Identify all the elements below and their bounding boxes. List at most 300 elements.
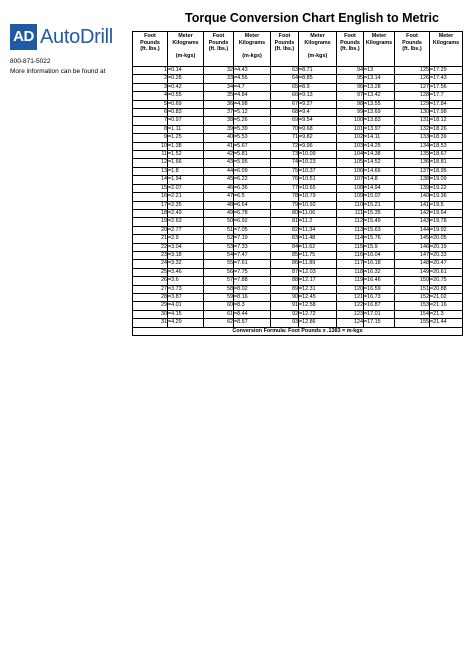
meter-kilograms-cell: [430, 277, 463, 285]
foot-pounds-cell: [271, 142, 299, 150]
foot-pounds-value: 124: [354, 319, 363, 326]
foot-pounds-cell: [337, 201, 364, 209]
meter-kilograms-cell: [168, 235, 204, 243]
foot-pounds-cell: [133, 125, 168, 133]
column-header-line: [299, 46, 336, 53]
foot-pounds-cell: [337, 251, 364, 259]
meter-kilograms-value: =6.22: [234, 176, 248, 183]
meter-kilograms-value: =0.28: [168, 75, 182, 82]
meter-kilograms-value: =12.58: [299, 302, 316, 309]
foot-pounds-value: 79: [292, 201, 298, 208]
foot-pounds-cell: [133, 117, 168, 125]
foot-pounds-value: 60: [227, 302, 233, 309]
meter-kilograms-cell: [168, 319, 204, 327]
foot-pounds-cell: [204, 109, 234, 117]
foot-pounds-cell: [337, 285, 364, 293]
foot-pounds-cell: [337, 142, 364, 150]
foot-pounds-value: 86: [292, 260, 298, 267]
foot-pounds-cell: [204, 184, 234, 192]
foot-pounds-value: 69: [292, 117, 298, 124]
meter-kilograms-value: =18.67: [430, 151, 447, 158]
meter-kilograms-value: =8.9: [299, 83, 310, 90]
foot-pounds-cell: [337, 159, 364, 167]
torque-conversion-table: [132, 31, 463, 336]
foot-pounds-value: 147: [420, 251, 429, 258]
foot-pounds-cell: [271, 100, 299, 108]
foot-pounds-cell: [337, 277, 364, 285]
header-row: [133, 32, 463, 67]
foot-pounds-cell: [271, 92, 299, 100]
page-title: Torque Conversion Chart English to Metric: [185, 11, 439, 25]
foot-pounds-cell: [337, 176, 364, 184]
meter-kilograms-cell: [299, 268, 337, 276]
meter-kilograms-cell: [430, 109, 463, 117]
meter-kilograms-cell: [234, 193, 271, 201]
foot-pounds-value: 155: [420, 319, 429, 326]
foot-pounds-value: 44: [227, 167, 233, 174]
foot-pounds-value: 24: [161, 260, 167, 267]
meter-kilograms-value: =20.19: [430, 243, 447, 250]
foot-pounds-cell: [204, 117, 234, 125]
meter-kilograms-value: =17.43: [430, 75, 447, 82]
foot-pounds-value: 104: [354, 151, 363, 158]
meter-kilograms-cell: [299, 100, 337, 108]
column-header: [204, 32, 234, 67]
foot-pounds-value: 148: [420, 260, 429, 267]
foot-pounds-value: 30: [161, 310, 167, 317]
foot-pounds-cell: [337, 218, 364, 226]
meter-kilograms-value: =6.64: [234, 201, 248, 208]
meter-kilograms-cell: [234, 134, 271, 142]
foot-pounds-value: 81: [292, 218, 298, 225]
meter-kilograms-cell: [299, 75, 337, 83]
foot-pounds-cell: [395, 92, 430, 100]
meter-kilograms-value: =3.46: [168, 268, 182, 275]
meter-kilograms-value: =5.53: [234, 134, 248, 141]
logo-badge: AD: [10, 24, 37, 50]
foot-pounds-value: 70: [292, 125, 298, 132]
foot-pounds-value: 102: [354, 134, 363, 141]
meter-kilograms-value: =10.92: [299, 201, 316, 208]
foot-pounds-cell: [337, 293, 364, 301]
foot-pounds-value: 92: [292, 310, 298, 317]
foot-pounds-cell: [204, 209, 234, 217]
column-header: [430, 32, 463, 67]
foot-pounds-value: 42: [227, 151, 233, 158]
meter-kilograms-value: =19.09: [430, 176, 447, 183]
meter-kilograms-cell: [234, 209, 271, 217]
column-header-line: Pounds: [340, 39, 360, 46]
meter-kilograms-cell: [234, 268, 271, 276]
meter-kilograms-value: =8.02: [234, 285, 248, 292]
foot-pounds-cell: [395, 100, 430, 108]
meter-kilograms-value: =20.75: [430, 277, 447, 284]
foot-pounds-value: 15: [161, 184, 167, 191]
foot-pounds-value: 151: [420, 285, 429, 292]
meter-kilograms-value: =1.38: [168, 142, 182, 149]
column-header-line: (ft. lbs.): [140, 46, 160, 53]
foot-pounds-value: 125: [420, 67, 429, 73]
foot-pounds-value: 17: [161, 201, 167, 208]
meter-kilograms-cell: [234, 310, 271, 318]
meter-kilograms-cell: [430, 83, 463, 91]
meter-kilograms-cell: [168, 243, 204, 251]
meter-kilograms-cell: [168, 293, 204, 301]
foot-pounds-value: 133: [420, 134, 429, 141]
foot-pounds-cell: [133, 167, 168, 175]
foot-pounds-value: 7: [164, 117, 167, 124]
foot-pounds-value: 138: [420, 176, 429, 183]
foot-pounds-cell: [133, 268, 168, 276]
meter-kilograms-cell: [168, 193, 204, 201]
foot-pounds-value: 109: [354, 193, 363, 200]
foot-pounds-value: 5: [164, 100, 167, 107]
foot-pounds-cell: [271, 235, 299, 243]
foot-pounds-cell: [395, 201, 430, 209]
meter-kilograms-value: =13.42: [364, 92, 381, 99]
meter-kilograms-value: =11.34: [299, 226, 316, 233]
table-row: [133, 319, 463, 327]
foot-pounds-cell: [395, 235, 430, 243]
foot-pounds-cell: [337, 134, 364, 142]
meter-kilograms-value: =9.13: [299, 92, 313, 99]
foot-pounds-cell: [133, 243, 168, 251]
meter-kilograms-cell: [430, 260, 463, 268]
foot-pounds-cell: [133, 83, 168, 91]
meter-kilograms-cell: [364, 235, 395, 243]
meter-kilograms-value: =2.35: [168, 201, 182, 208]
meter-kilograms-value: =0.97: [168, 117, 182, 124]
meter-kilograms-value: =15.35: [364, 209, 381, 216]
foot-pounds-cell: [271, 176, 299, 184]
meter-kilograms-cell: [430, 100, 463, 108]
meter-kilograms-value: =8.3: [234, 302, 245, 309]
foot-pounds-value: 61: [227, 310, 233, 317]
column-header-line: Meter: [371, 33, 387, 39]
meter-kilograms-cell: [364, 285, 395, 293]
foot-pounds-value: 99: [357, 109, 363, 116]
meter-kilograms-cell: [364, 218, 395, 226]
meter-kilograms-cell: [168, 176, 204, 184]
foot-pounds-cell: [395, 209, 430, 217]
meter-kilograms-cell: [430, 142, 463, 150]
foot-pounds-value: 137: [420, 167, 429, 174]
table-row: [133, 193, 463, 201]
foot-pounds-value: 3: [164, 83, 167, 90]
table-row: [133, 134, 463, 142]
foot-pounds-value: 117: [354, 260, 363, 267]
meter-kilograms-value: =14.38: [364, 151, 381, 158]
foot-pounds-cell: [337, 151, 364, 159]
foot-pounds-cell: [133, 67, 168, 75]
meter-kilograms-value: =2.63: [168, 218, 182, 225]
foot-pounds-value: 4: [164, 92, 167, 99]
foot-pounds-value: 107: [354, 176, 363, 183]
foot-pounds-cell: [395, 151, 430, 159]
meter-kilograms-value: =21.3: [430, 310, 444, 317]
meter-kilograms-cell: [168, 109, 204, 117]
foot-pounds-value: 46: [227, 184, 233, 191]
table-row: [133, 176, 463, 184]
column-header-line: Foot: [406, 33, 418, 39]
foot-pounds-cell: [271, 159, 299, 167]
phone-number: 800-871-5022: [10, 58, 51, 65]
meter-kilograms-cell: [364, 293, 395, 301]
foot-pounds-cell: [133, 226, 168, 234]
meter-kilograms-cell: [234, 142, 271, 150]
meter-kilograms-cell: [234, 277, 271, 285]
foot-pounds-value: 119: [354, 277, 363, 284]
foot-pounds-cell: [204, 319, 234, 327]
meter-kilograms-value: =8.16: [234, 293, 248, 300]
meter-kilograms-value: =3.18: [168, 251, 182, 258]
table-row: [133, 268, 463, 276]
meter-kilograms-cell: [430, 319, 463, 327]
meter-kilograms-value: =13.97: [364, 125, 381, 132]
meter-kilograms-value: =5.67: [234, 142, 248, 149]
meter-kilograms-cell: [430, 302, 463, 310]
foot-pounds-cell: [395, 310, 430, 318]
meter-kilograms-cell: [168, 285, 204, 293]
meter-kilograms-cell: [299, 92, 337, 100]
meter-kilograms-value: =3.6: [168, 277, 179, 284]
foot-pounds-cell: [133, 260, 168, 268]
column-header-line: Pounds: [208, 39, 229, 46]
meter-kilograms-cell: [168, 100, 204, 108]
foot-pounds-cell: [395, 319, 430, 327]
meter-kilograms-value: =4.84: [234, 92, 248, 99]
foot-pounds-value: 31: [161, 319, 167, 326]
foot-pounds-cell: [271, 319, 299, 327]
meter-kilograms-value: =2.9: [168, 235, 179, 242]
meter-kilograms-value: =4.01: [168, 302, 182, 309]
foot-pounds-value: 33: [227, 75, 233, 82]
foot-pounds-value: 105: [354, 159, 363, 166]
meter-kilograms-cell: [299, 193, 337, 201]
meter-kilograms-value: =11.89: [299, 260, 316, 267]
foot-pounds-cell: [271, 209, 299, 217]
meter-kilograms-value: =15.49: [364, 218, 381, 225]
meter-kilograms-cell: [430, 209, 463, 217]
meter-kilograms-value: =0.55: [168, 92, 182, 99]
foot-pounds-value: 43: [227, 159, 233, 166]
foot-pounds-value: 25: [161, 268, 167, 275]
foot-pounds-value: 132: [420, 125, 429, 132]
meter-kilograms-cell: [364, 184, 395, 192]
foot-pounds-cell: [337, 310, 364, 318]
meter-kilograms-value: =0.42: [168, 83, 182, 90]
foot-pounds-value: 113: [354, 226, 363, 233]
meter-kilograms-value: =9.68: [299, 125, 313, 132]
foot-pounds-value: 114: [354, 235, 363, 242]
meter-kilograms-value: =7.88: [234, 277, 248, 284]
foot-pounds-value: 47: [227, 193, 233, 200]
meter-kilograms-value: =12.72: [299, 310, 316, 317]
foot-pounds-cell: [395, 184, 430, 192]
meter-kilograms-cell: [430, 92, 463, 100]
meter-kilograms-cell: [299, 319, 337, 327]
meter-kilograms-cell: [430, 251, 463, 259]
meter-kilograms-cell: [234, 285, 271, 293]
meter-kilograms-cell: [234, 92, 271, 100]
foot-pounds-value: 12: [161, 159, 167, 166]
foot-pounds-value: 29: [161, 302, 167, 309]
foot-pounds-cell: [337, 193, 364, 201]
foot-pounds-cell: [133, 201, 168, 209]
foot-pounds-cell: [395, 167, 430, 175]
meter-kilograms-cell: [234, 251, 271, 259]
foot-pounds-cell: [395, 226, 430, 234]
meter-kilograms-value: =21.44: [430, 319, 447, 326]
foot-pounds-value: 129: [420, 100, 429, 107]
meter-kilograms-value: =12.03: [299, 268, 316, 275]
meter-kilograms-value: =3.04: [168, 243, 182, 250]
meter-kilograms-cell: [430, 159, 463, 167]
foot-pounds-value: 153: [420, 302, 429, 309]
meter-kilograms-cell: [234, 184, 271, 192]
meter-kilograms-value: =3.32: [168, 260, 182, 267]
foot-pounds-cell: [271, 251, 299, 259]
meter-kilograms-value: =0.14: [168, 67, 182, 73]
meter-kilograms-value: =4.15: [168, 310, 182, 317]
meter-kilograms-value: =1.52: [168, 151, 182, 158]
foot-pounds-cell: [395, 117, 430, 125]
foot-pounds-cell: [337, 184, 364, 192]
foot-pounds-cell: [133, 285, 168, 293]
foot-pounds-cell: [271, 67, 299, 75]
foot-pounds-value: 59: [227, 293, 233, 300]
foot-pounds-value: 100: [354, 117, 363, 124]
foot-pounds-cell: [395, 285, 430, 293]
foot-pounds-value: 2: [164, 75, 167, 82]
foot-pounds-value: 39: [227, 125, 233, 132]
meter-kilograms-value: =16.59: [364, 285, 381, 292]
meter-kilograms-value: =20.47: [430, 260, 447, 267]
meter-kilograms-value: =9.27: [299, 100, 313, 107]
meter-kilograms-cell: [364, 319, 395, 327]
foot-pounds-value: 49: [227, 209, 233, 216]
column-header-line: Kilograms: [238, 39, 266, 46]
meter-kilograms-cell: [430, 285, 463, 293]
meter-kilograms-cell: [168, 201, 204, 209]
foot-pounds-cell: [271, 167, 299, 175]
column-header: [337, 32, 364, 67]
foot-pounds-cell: [133, 134, 168, 142]
foot-pounds-cell: [133, 277, 168, 285]
column-header-line: [168, 46, 203, 53]
table-row: [133, 218, 463, 226]
meter-kilograms-cell: [430, 218, 463, 226]
foot-pounds-cell: [133, 218, 168, 226]
table-row: [133, 251, 463, 259]
foot-pounds-value: 23: [161, 251, 167, 258]
meter-kilograms-value: =5.26: [234, 117, 248, 124]
meter-kilograms-cell: [364, 142, 395, 150]
table-row: [133, 92, 463, 100]
foot-pounds-cell: [204, 260, 234, 268]
meter-kilograms-value: =16.73: [364, 293, 381, 300]
foot-pounds-cell: [271, 83, 299, 91]
foot-pounds-value: 141: [420, 201, 429, 208]
foot-pounds-value: 108: [354, 184, 363, 191]
foot-pounds-value: 126: [420, 75, 429, 82]
meter-kilograms-value: =11.62: [299, 243, 316, 250]
table-row: [133, 100, 463, 108]
foot-pounds-value: 98: [357, 100, 363, 107]
meter-kilograms-value: =0.83: [168, 109, 182, 116]
foot-pounds-value: 27: [161, 285, 167, 292]
foot-pounds-cell: [395, 67, 430, 75]
meter-kilograms-cell: [364, 277, 395, 285]
foot-pounds-value: 122: [354, 302, 363, 309]
meter-kilograms-cell: [299, 277, 337, 285]
foot-pounds-cell: [204, 167, 234, 175]
meter-kilograms-value: =7.47: [234, 251, 248, 258]
foot-pounds-value: 11: [161, 151, 167, 158]
column-header-line: (ft. lbs.): [340, 46, 360, 53]
meter-kilograms-value: =18.53: [430, 142, 447, 149]
meter-kilograms-cell: [299, 176, 337, 184]
column-header-line: (m-kgs): [307, 52, 328, 59]
meter-kilograms-value: =19.22: [430, 184, 447, 191]
foot-pounds-value: 53: [227, 243, 233, 250]
meter-kilograms-value: =17.15: [364, 319, 381, 326]
meter-kilograms-cell: [430, 184, 463, 192]
meter-kilograms-cell: [364, 201, 395, 209]
meter-kilograms-value: =11.06: [299, 209, 316, 216]
foot-pounds-cell: [204, 251, 234, 259]
table-row: [133, 184, 463, 192]
foot-pounds-cell: [133, 142, 168, 150]
conversion-formula: Conversion Formula: Foot Pounds x .1383 = m-kgs: [133, 327, 463, 335]
foot-pounds-cell: [271, 243, 299, 251]
meter-kilograms-cell: [299, 235, 337, 243]
column-header-line: [234, 46, 270, 53]
meter-kilograms-value: =17.98: [430, 109, 447, 116]
foot-pounds-value: 95: [357, 75, 363, 82]
foot-pounds-value: 26: [161, 277, 167, 284]
meter-kilograms-cell: [430, 310, 463, 318]
foot-pounds-value: 154: [420, 310, 429, 317]
foot-pounds-cell: [204, 218, 234, 226]
foot-pounds-cell: [337, 92, 364, 100]
meter-kilograms-cell: [299, 251, 337, 259]
meter-kilograms-cell: [364, 125, 395, 133]
meter-kilograms-cell: [299, 226, 337, 234]
meter-kilograms-value: =11.75: [299, 251, 316, 258]
foot-pounds-cell: [133, 293, 168, 301]
foot-pounds-cell: [395, 176, 430, 184]
foot-pounds-value: 36: [227, 100, 233, 107]
meter-kilograms-value: =15.9: [364, 243, 378, 250]
meter-kilograms-cell: [299, 302, 337, 310]
meter-kilograms-value: =8.85: [299, 75, 313, 82]
foot-pounds-cell: [133, 159, 168, 167]
table-row: [133, 285, 463, 293]
foot-pounds-value: 111: [354, 209, 363, 216]
foot-pounds-cell: [204, 268, 234, 276]
foot-pounds-cell: [204, 193, 234, 201]
meter-kilograms-value: =10.51: [299, 176, 316, 183]
meter-kilograms-value: =4.7: [234, 83, 245, 90]
meter-kilograms-cell: [168, 251, 204, 259]
foot-pounds-cell: [337, 109, 364, 117]
meter-kilograms-cell: [364, 260, 395, 268]
foot-pounds-value: 40: [227, 134, 233, 141]
meter-kilograms-cell: [364, 159, 395, 167]
meter-kilograms-cell: [364, 243, 395, 251]
meter-kilograms-value: =19.36: [430, 193, 447, 200]
